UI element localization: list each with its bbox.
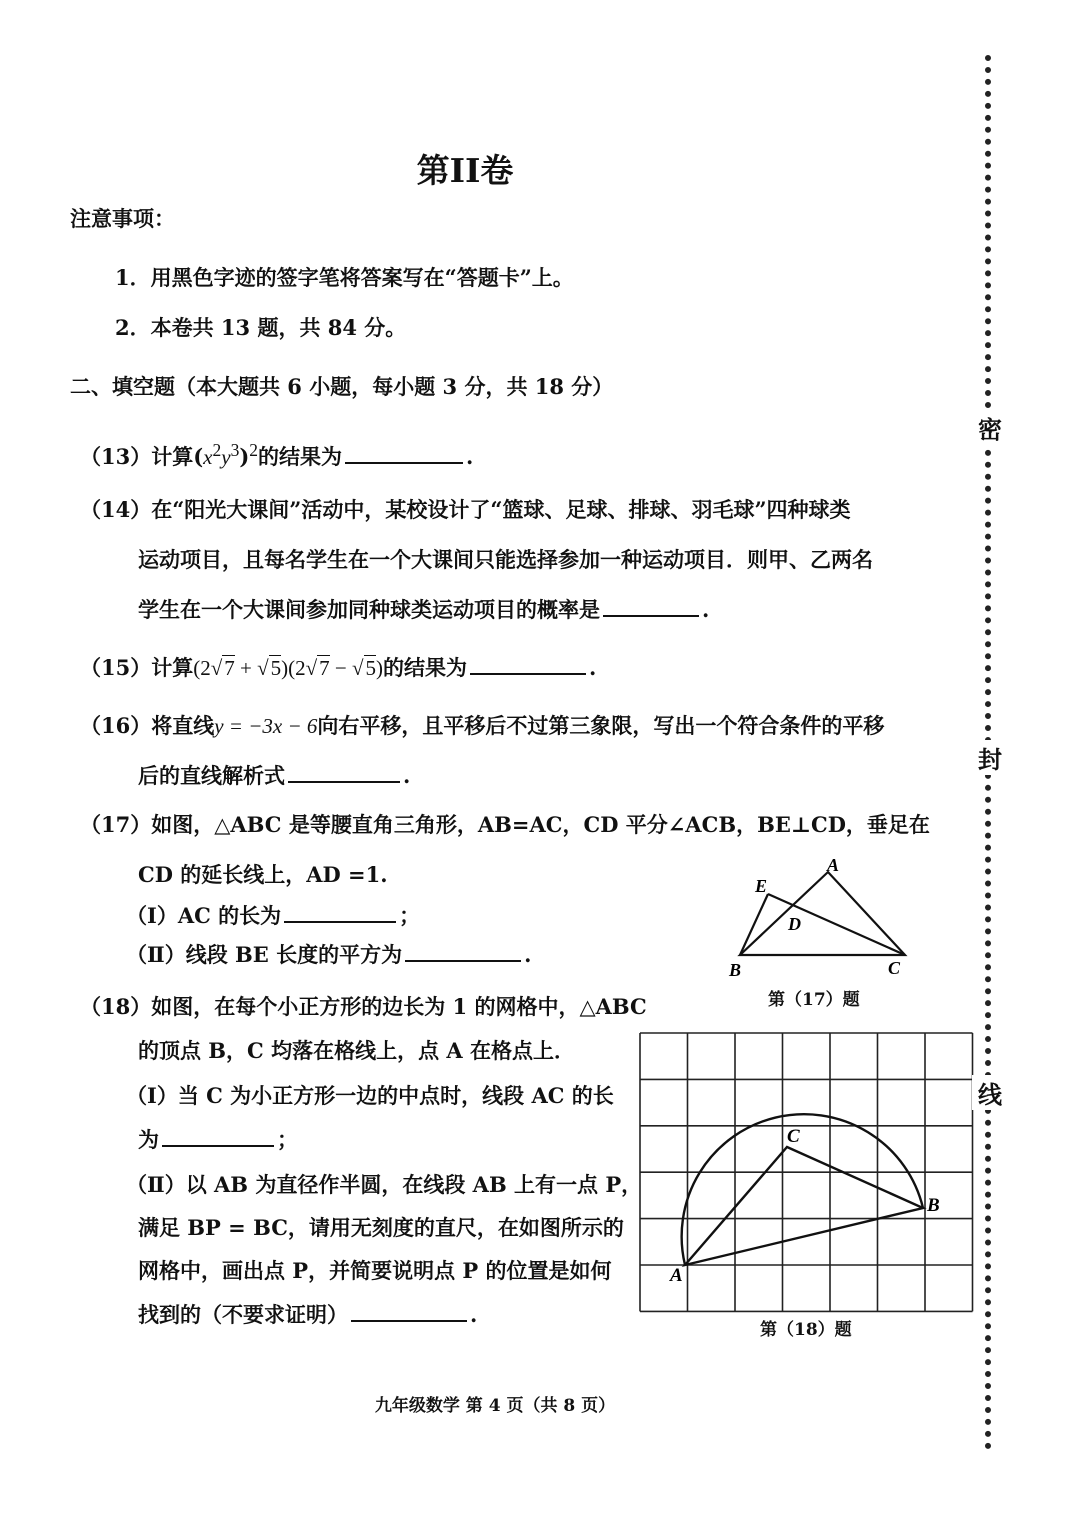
q15-number: （15） <box>80 655 152 680</box>
q18-part-1-end: ； <box>277 1127 298 1152</box>
question-15 <box>80 655 596 681</box>
q17-line-1: （17）如图，△ABC 是等腰直角三角形，AB=AC，CD 平分∠ACB，BE⊥CD，垂足在 <box>80 812 930 837</box>
q17-label-b: B <box>729 960 742 980</box>
triangle-abc-grid <box>685 1147 923 1265</box>
q18-part-1: （Ⅰ）当 C 为小正方形一边的中点时，线段 AC 的长 <box>126 1083 614 1108</box>
q16-end: . <box>403 763 411 788</box>
q14-end: . <box>702 597 710 622</box>
q13-post: 的结果为 <box>258 444 343 469</box>
q16-line-2-text: 后的直线解析式 <box>138 763 285 788</box>
q17-part-2-blank <box>405 942 521 962</box>
q15-expression: (2√7 + √5)(2√7 − √5) <box>193 656 384 680</box>
q18-part-2-line-2: 满足 BP = BC，请用无刻度的直尺，在如图所示的 <box>138 1215 624 1240</box>
q18-part-2-end: . <box>470 1302 478 1327</box>
question-16-line-2 <box>138 763 410 788</box>
q18-part-2-line-3: 网格中，画出点 P，并简要说明点 P 的位置是如何 <box>138 1258 612 1283</box>
q18-label-c: C <box>787 1126 800 1147</box>
q18-figure <box>630 1025 980 1315</box>
q13-end: . <box>466 444 474 469</box>
q17-line-2: CD 的延长线上，AD =1. <box>138 862 388 887</box>
q17-part-1 <box>126 903 420 928</box>
q14-line-3-text: 学生在一个大课间参加同种球类运动项目的概率是 <box>138 597 600 622</box>
q18-line-2: 的顶点 B，C 均落在格线上，点 A 在格点上． <box>138 1038 575 1063</box>
notes-item-1: 1．用黑色字迹的签字笔将答案写在“答题卡”上。 <box>115 265 574 290</box>
q15-post: 的结果为 <box>383 655 468 680</box>
q13-pre: 计算( <box>151 444 204 469</box>
q18-line-1: （18）如图，在每个小正方形的边长为 1 的网格中，△ABC <box>80 994 647 1019</box>
section-heading: 二、填空题（本大题共 6 小题，每小题 3 分，共 18 分） <box>70 374 614 399</box>
q17-figure <box>725 850 925 980</box>
q17-label-a: A <box>827 855 840 875</box>
q18-part-1-text: 为 <box>138 1127 159 1152</box>
q17-part-1-end: ； <box>399 903 421 928</box>
q18-part-2-line-1: （Ⅱ）以 AB 为直径作半圆，在线段 AB 上有一点 P， <box>126 1172 643 1197</box>
question-16-line-1 <box>80 713 884 739</box>
q16-equation: y = −3x − 6 <box>214 714 318 738</box>
q15-answer-blank <box>470 655 586 675</box>
q18-part-2-line-4 <box>138 1302 477 1327</box>
q17-part-2 <box>126 942 531 967</box>
q13-expression: $x^2y^3$ <box>203 440 240 469</box>
q17-part-1-blank <box>284 903 396 923</box>
q17-part-2-end: . <box>524 942 532 967</box>
q16-pre: 将直线 <box>151 713 215 738</box>
q17-caption: 第（17）题 <box>768 990 860 1010</box>
q16-answer-blank <box>288 763 400 783</box>
q18-part-2-blank <box>351 1302 467 1322</box>
q15-end: . <box>589 655 597 680</box>
segment-be <box>740 894 768 955</box>
q13-number: （13） <box>80 444 152 469</box>
q14-answer-blank <box>603 597 699 617</box>
q18-part-2-text: 找到的（不要求证明） <box>138 1302 348 1327</box>
binding-seal-1: 密 <box>972 410 1008 445</box>
q16-number: （16） <box>80 713 152 738</box>
q14-line-1: （14）在“阳光大课间”活动中，某校设计了“篮球、足球、排球、羽毛球”四种球类 <box>80 497 851 522</box>
notes-item-2: 2．本卷共 13 题，共 84 分。 <box>115 315 407 340</box>
q18-grid <box>640 1033 973 1311</box>
q17-label-d: D <box>788 914 801 934</box>
binding-seal-2: 封 <box>972 740 1008 775</box>
q14-line-3 <box>138 597 709 622</box>
q18-label-a: A <box>670 1265 683 1286</box>
q18-label-b: B <box>927 1195 940 1216</box>
q15-pre: 计算 <box>151 655 194 680</box>
q18-part-1-answer <box>138 1127 298 1152</box>
q17-label-c: C <box>888 958 901 978</box>
question-13: （13）计算$(x^2y^3)^2$的结果为 . <box>80 440 474 469</box>
q17-part-2-text: （Ⅱ）线段 BE 长度的平方为 <box>126 942 403 967</box>
q18-caption: 第（18）题 <box>760 1320 852 1340</box>
q18-part-1-blank <box>162 1127 274 1147</box>
page-title: 第II卷 <box>416 151 514 190</box>
q17-part-1-text: （Ⅰ）AC 的长为 <box>126 903 282 928</box>
q13-answer-blank <box>345 444 463 464</box>
q17-label-e: E <box>755 876 768 896</box>
page-footer: 九年级数学 第 4 页（共 8 页） <box>374 1396 616 1416</box>
binding-seal-3: 线 <box>972 1075 1008 1110</box>
q14-line-2: 运动项目，且每名学生在一个大课间只能选择参加一种运动项目．则甲、乙两名 <box>138 547 873 572</box>
q16-post: 向右平移，且平移后不过第三象限，写出一个符合条件的平移 <box>317 713 885 738</box>
semicircle-ab <box>682 1114 923 1265</box>
q13-mid: ) <box>239 444 250 469</box>
notes-heading: 注意事项： <box>70 206 175 231</box>
